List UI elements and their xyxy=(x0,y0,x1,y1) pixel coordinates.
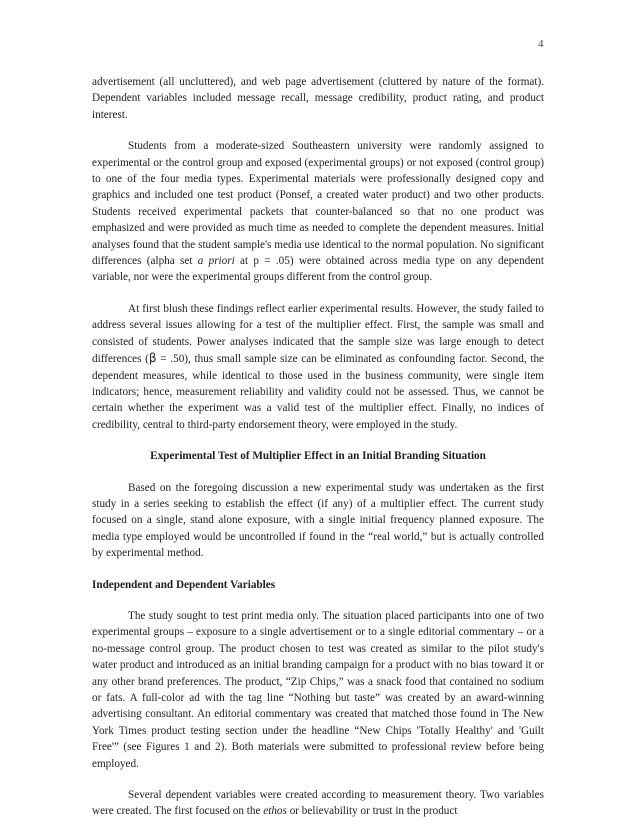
paragraph-foregoing: Based on the foregoing discussion a new experimental study was undertaken as the first study in a series seeking to establish the effect (if any) of a multiplier effect. The current study focused on a single, stand alone exposure, with a single initial frequency planned exposure. The media type employed would be uncontrolled if found in the “real world,” but is actually controlled by experimental method. xyxy=(92,481,544,560)
paragraph-text: at p = .05) were obtained across media type on any dependent variable, nor were the experimental groups different from the control group. xyxy=(92,255,544,284)
paragraph-continuation: advertisement (all uncluttered), and web page advertisement (cluttered by nature of the format). Dependent variables included message recall, message credibility, product rating, and product interest. xyxy=(92,76,544,121)
paragraph-text: or believability or trust in the product xyxy=(286,805,458,818)
body-text xyxy=(92,74,544,835)
italic-text: a priori xyxy=(197,255,235,268)
paragraph-first-blush xyxy=(92,301,544,433)
paragraph-text: Students from a moderate-sized Southeastern university were randomly assigned to experimental or the control group and exposed (experimental groups) or not exposed (control group) to one of the four media types. Experimental materials were professionally designed copy and graphics and included one test product (Ponsef, a created water product) and two other products. Students received experimental packets that counter-balanced so that no one product was emphasized and were provided as much time as needed to complete the dependent measures. Initial analyses found that the student sample's media use identical to the normal population. No significant differences (alpha set xyxy=(92,140,544,268)
paragraph-text: Several dependent variables were created according to measurement theory. Two variables were created. The first focused on the xyxy=(92,789,544,818)
paragraph-print-media: The study sought to test print media only. The situation placed participants into one of two experimental groups – exposure to a single advertisement or to a single editorial commentary – or a no-message control group. The product chosen to test was created as similar to the pilot study's water product and introduced as an initial branding campaign for a product with no bias toward it or any other brand preferences. The product, “Zip Chips,” was a snack food that contained no sodium or fats. A full-color ad with the tag line “Nothing but taste” was created by an award-winning advertising consultant. An editorial commentary was created that matched those found in The New York Times product testing section under the headline “New Chips 'Totally Healthy' and 'Guilt Free'” (see Figures 1 and 2). Both materials were submitted to professional review before being employed. xyxy=(92,609,544,770)
paragraph-students xyxy=(92,138,544,286)
beta-symbol: β xyxy=(148,351,157,366)
paragraph-text: = .50), thus small sample size can be eliminated as confounding factor. Second, the dependent measures, while identical to those used in the business community, were single item indicators; hence, measurement reliability and validity could not be assessed. Thus, we cannot be certain whether the experiment was a valid test of the multiplier effect. Finally, no indices of credibility, central to third-party endorsement theory, were employed in the study. xyxy=(92,353,544,431)
paragraph-text: At first blush these findings reflect earlier experimental results. However, the study failed to address several issues allowing for a test of the multiplier effect. First, the sample was small and consisted of students. Power analyses indicated that the sample size was large enough to detect differences ( xyxy=(92,302,544,366)
page-number: 4 xyxy=(538,38,544,50)
section-heading: Experimental Test of Multiplier Effect in an Initial Branding Situation xyxy=(150,450,486,463)
italic-text: ethos xyxy=(263,805,287,818)
paragraph-dependent-variables xyxy=(92,787,544,820)
subsection-heading: Independent and Dependent Variables xyxy=(92,578,276,591)
